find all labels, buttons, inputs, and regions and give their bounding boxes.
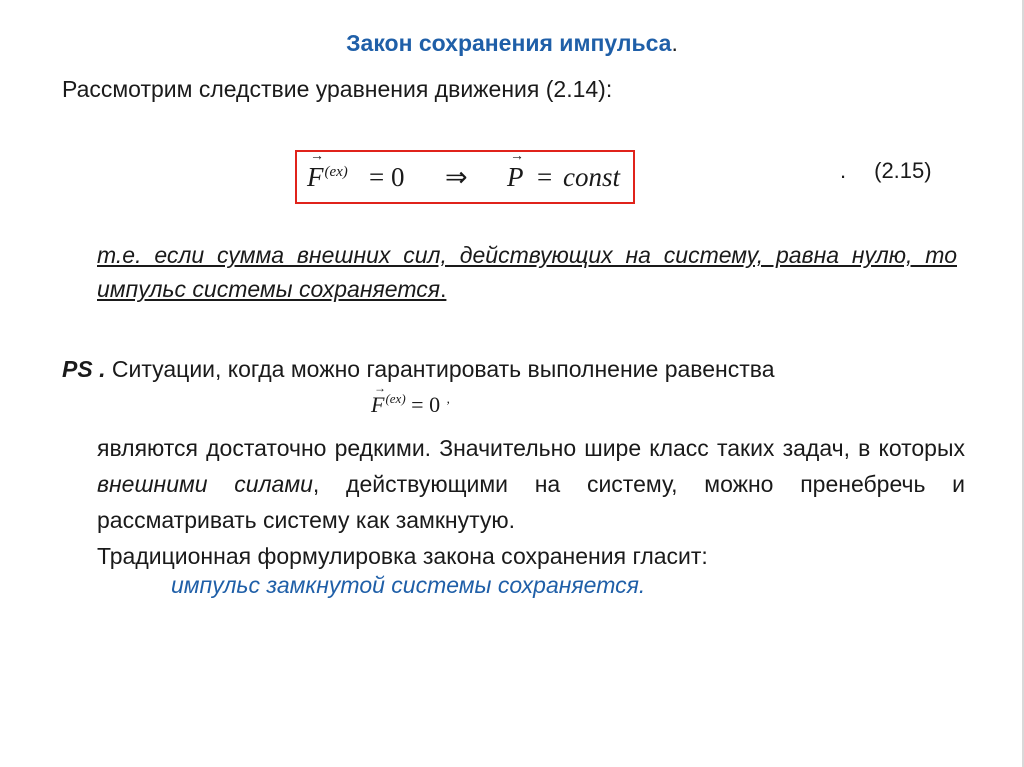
momentum-symbol: → P (507, 149, 524, 192)
ps-formula-comma: , (446, 391, 450, 406)
ps-formula (371, 381, 450, 418)
equation-dot: . (840, 158, 847, 183)
momentum-equals: = (537, 162, 553, 192)
ps-formula-equals: = 0 (411, 392, 441, 417)
force-symbol: → F (307, 149, 324, 192)
force-equals-zero: = 0 (369, 162, 405, 192)
ps-paragraph (62, 352, 967, 386)
vector-arrow-icon: → (310, 149, 324, 164)
slide-title (0, 30, 1024, 57)
const-symbol: const (563, 162, 620, 192)
slide-title-dot: . (671, 30, 678, 56)
note-body: т.е. если сумма внешних сил, действующих на систему, равна нулю, то импульс системы сохраняется (97, 242, 957, 302)
force-superscript: (ex) (324, 164, 348, 180)
ps-force-symbol: → F (371, 381, 386, 417)
body-paragraph (97, 430, 965, 574)
body-last-line: Традиционная формулировка закона сохранения гласит: (97, 543, 708, 569)
note-text (97, 238, 957, 306)
note-tail: . (440, 276, 447, 302)
equation-number (840, 158, 932, 184)
vector-arrow-icon: → (374, 381, 386, 395)
momentum-vector (507, 149, 524, 193)
ps-force-superscript: (ex) (385, 391, 406, 406)
conclusion-text: импульс замкнутой системы сохраняется. (171, 572, 646, 598)
vector-arrow-icon: → (510, 149, 524, 164)
intro-text: Рассмотрим следствие уравнения движения (2.14): (62, 76, 613, 102)
body-part1: являются достаточно редкими. Значительно шире класс таких задач, в которых (97, 435, 965, 461)
ps-text: Ситуации, когда можно гарантировать выполнение равенства (111, 356, 775, 382)
force-vector (307, 149, 348, 193)
body-italic: внешними силами (97, 471, 313, 497)
ps-label: PS . (62, 356, 106, 382)
double-arrow-icon: ⇒ (445, 162, 468, 192)
slide-title-text: Закон сохранения импульса (346, 30, 672, 56)
body-part2: , действующими на систему, можно пренебречь и рассматривать систему как замкнутую. (97, 471, 966, 533)
equation-number-text: (2.15) (874, 158, 932, 183)
equation-box (295, 150, 635, 204)
